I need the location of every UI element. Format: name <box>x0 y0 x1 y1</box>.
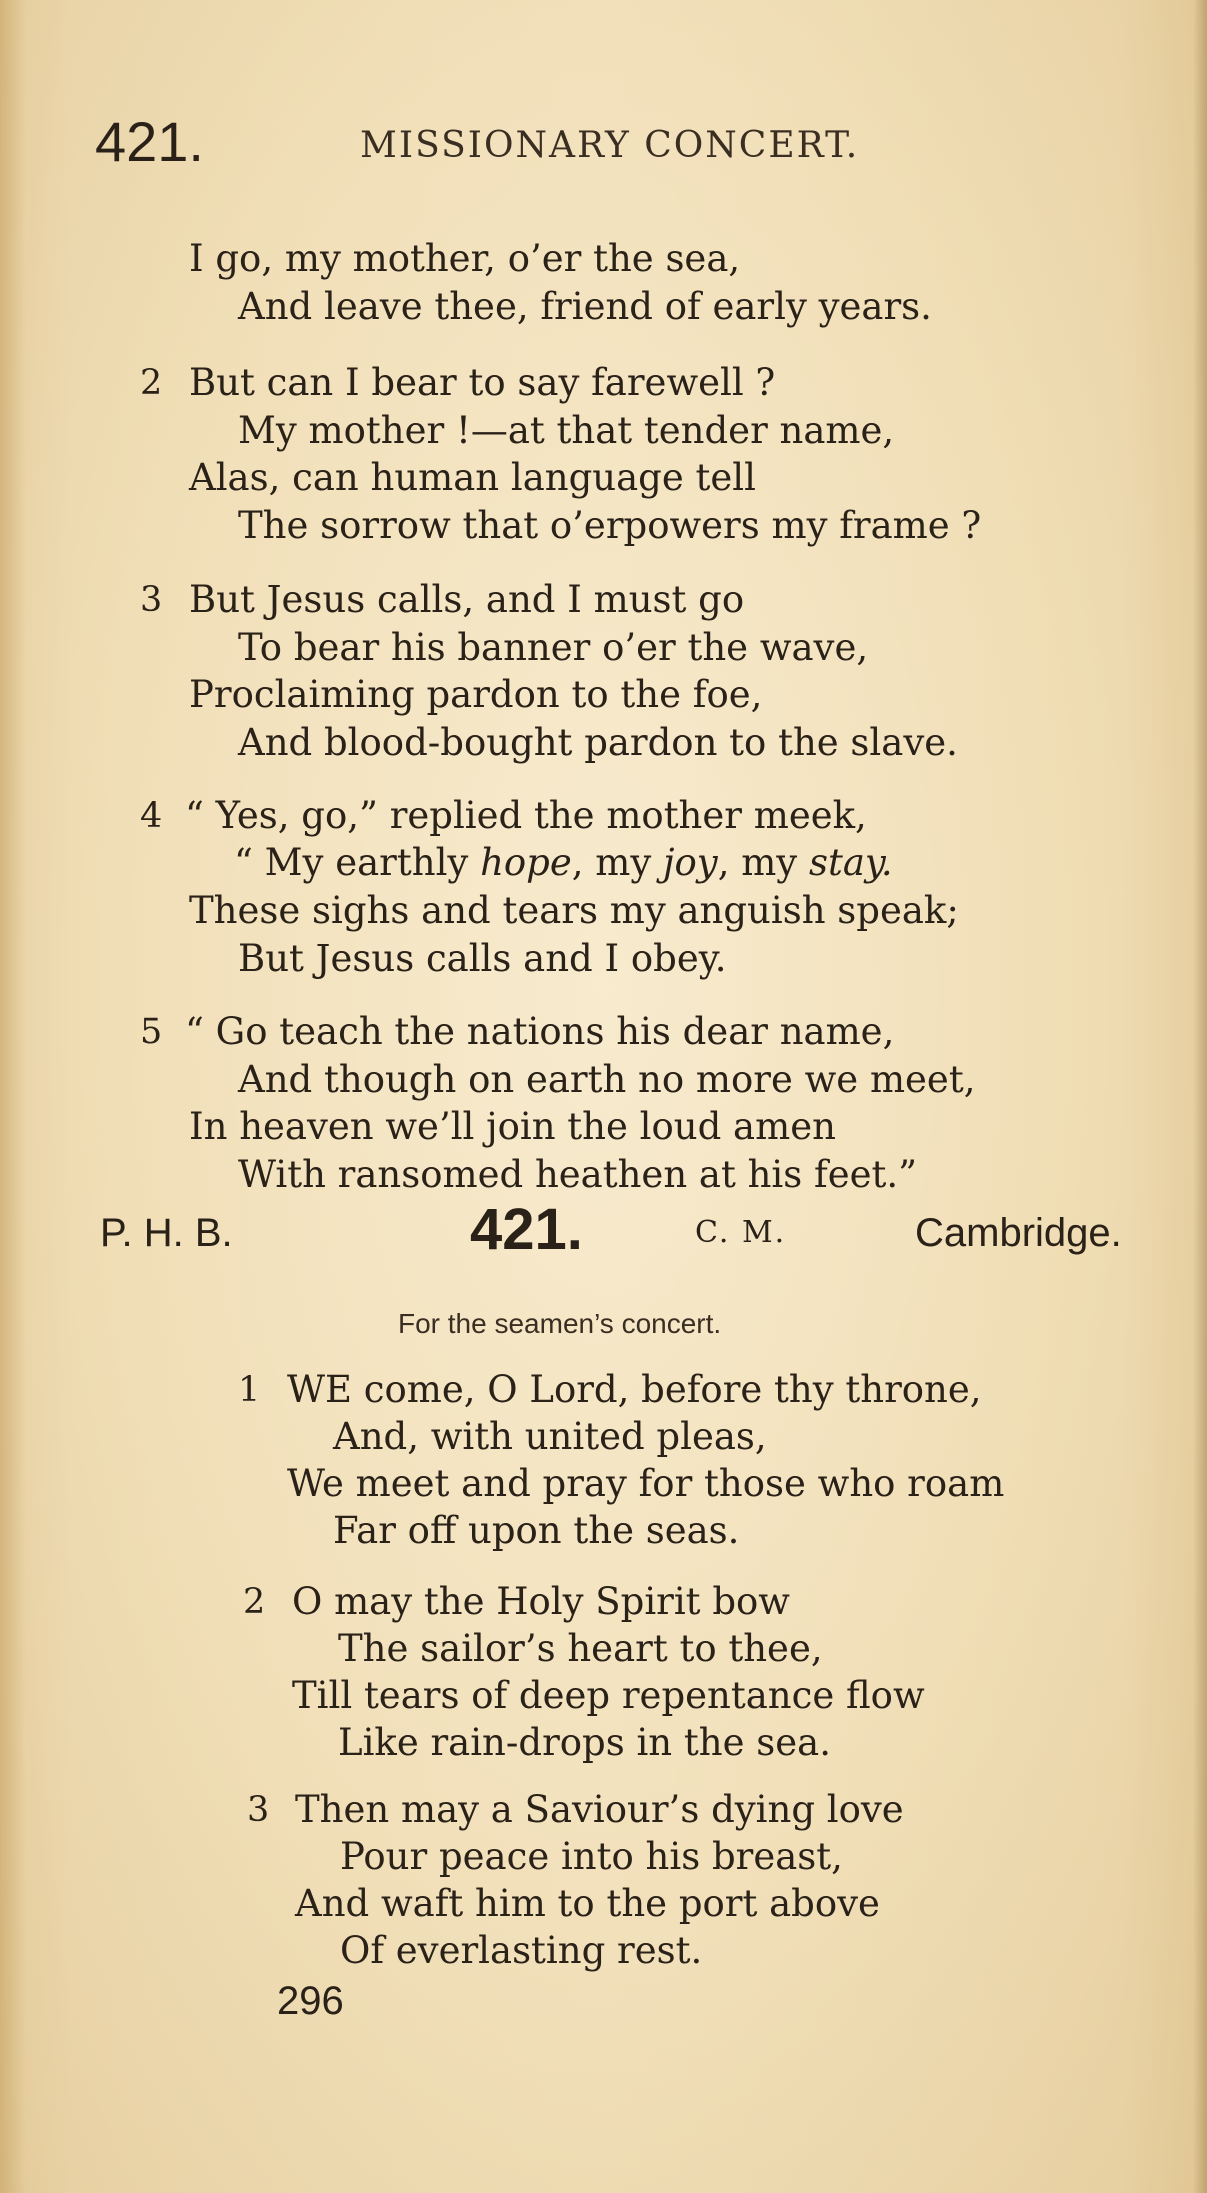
verse-line: WE come, O Lord, before thy throne, <box>287 1368 982 1411</box>
verse-line: Then may a Saviour’s dying love <box>295 1788 904 1831</box>
verse-line: But Jesus calls, and I must go <box>189 578 745 621</box>
running-title: MISSIONARY CONCERT. <box>360 125 860 166</box>
verse-line: These sighs and tears my anguish speak; <box>189 889 959 932</box>
verse-number: 1 <box>238 1370 261 1410</box>
running-head <box>95 112 1095 172</box>
verse-line: Pour peace into his breast, <box>340 1835 843 1878</box>
header-page-number: 421. <box>95 110 204 173</box>
verse-line: And waft him to the port above <box>295 1882 880 1925</box>
verse-line: My mother !—at that tender name, <box>238 409 895 452</box>
verse-number: 5 <box>140 1012 163 1052</box>
verse-line: To bear his banner o’er the wave, <box>238 626 869 669</box>
verse-line: “ Go teach the nations his dear name, <box>185 1010 895 1053</box>
verse-line: We meet and pray for those who roam <box>287 1462 1005 1505</box>
verse-line: Like rain-drops in the sea. <box>338 1721 831 1764</box>
hymn-meter: C. M. <box>695 1215 787 1250</box>
verse-line: And though on earth no more we meet, <box>238 1058 976 1101</box>
verse-line: And, with united pleas, <box>333 1415 767 1458</box>
verse-number: 2 <box>243 1582 266 1622</box>
verse-line: And blood-bought pardon to the slave. <box>238 721 958 764</box>
hymn-number: 421. <box>470 1197 583 1262</box>
verse-number: 4 <box>140 796 163 836</box>
verse-number: 3 <box>140 580 163 620</box>
verse-line: But Jesus calls and I obey. <box>238 937 727 980</box>
verse-line: Of everlasting rest. <box>340 1929 703 1972</box>
verse-line: “ Yes, go,” replied the mother meek, <box>185 794 867 837</box>
verse-line: Till tears of deep repentance flow <box>292 1674 925 1717</box>
footer-page-number: 296 <box>277 1979 344 2023</box>
verse-number: 3 <box>247 1790 270 1830</box>
verse-line: But can I bear to say farewell ? <box>189 361 776 404</box>
verse-line: Alas, can human language tell <box>189 456 756 499</box>
hymn-tune: Cambridge. <box>915 1211 1122 1255</box>
verse-line: Proclaiming pardon to the foe, <box>189 673 763 716</box>
verse-line-emphasis: “ My earthly hope, my joy, my stay. <box>234 841 893 884</box>
verse-line: And leave thee, friend of early years. <box>238 285 932 328</box>
verse-line: The sorrow that o’erpowers my frame ? <box>238 504 982 547</box>
verse-line: O may the Holy Spirit bow <box>292 1580 790 1623</box>
verse-line: The sailor’s heart to thee, <box>338 1627 823 1670</box>
hymn-subtitle: For the seamen’s concert. <box>398 1308 722 1339</box>
verse-line: In heaven we’ll join the loud amen <box>189 1105 836 1148</box>
verse-number: 2 <box>140 363 163 403</box>
hymn-source: P. H. B. <box>100 1211 233 1255</box>
verse-line: I go, my mother, o’er the sea, <box>189 237 741 280</box>
verse-line: Far off upon the seas. <box>333 1509 740 1552</box>
hymn-heading <box>100 1197 1200 1262</box>
verse-line: With ransomed heathen at his feet.” <box>238 1153 918 1196</box>
